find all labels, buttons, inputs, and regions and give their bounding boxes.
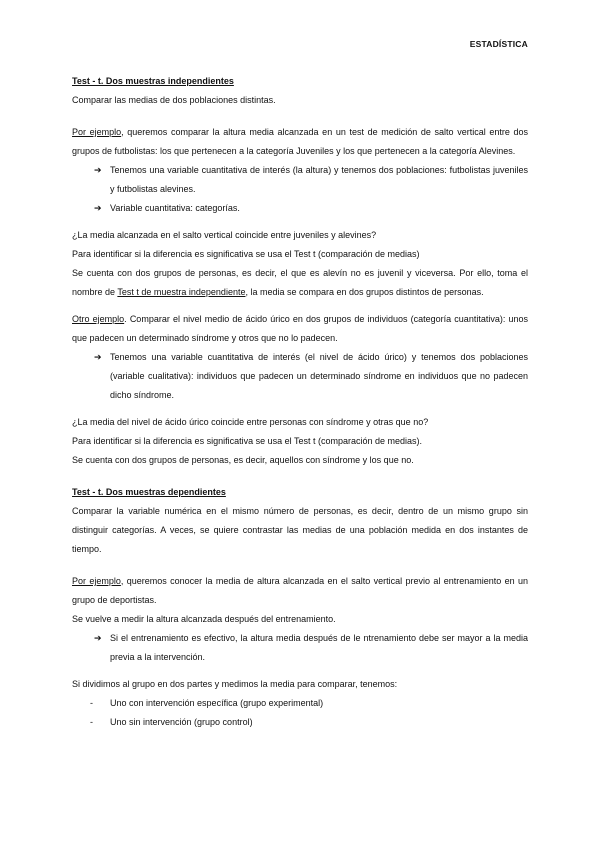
bullet-text: Tenemos una variable cuantitativa de interés (la altura) y tenemos dos poblaciones: futbolistas juveniles y futbolistas alevines. — [110, 165, 528, 194]
section-intro: Comparar la variable numérica en el mismo número de personas, es decir, dentro de un mismo grupo sin distinguir categorías. A veces, se quiere contrastar las medias de una población medida en dos instantes de tiempo. — [72, 506, 528, 554]
arrow-right-icon: ➔ — [94, 352, 102, 362]
explanation-paragraph — [72, 264, 528, 302]
explanation-text: Se cuenta con dos grupos de personas, es decir, aquellos con síndrome y los que no. — [72, 455, 414, 465]
dash-list-item — [72, 713, 528, 732]
bullet-text: Si el entrenamiento es efectivo, la altura media después de le ntrenamiento debe ser mayor a la media previa a la intervención. — [110, 633, 528, 662]
divide-text: Si dividimos al grupo en dos partes y medimos la media para comparar, tenemos: — [72, 679, 398, 689]
arrow-bullet — [72, 161, 528, 199]
explanation-post: , la media se compara en dos grupos distintos de personas. — [245, 287, 484, 297]
identify-text: Para identificar si la diferencia es significativa se usa el Test t (comparación de medias). — [72, 436, 422, 446]
example-paragraph — [72, 123, 528, 161]
identify-text: Para identificar si la diferencia es significativa se usa el Test t (comparación de medias) — [72, 249, 420, 259]
question-text: ¿La media alcanzada en el salto vertical coincide entre juveniles y alevines? — [72, 230, 377, 240]
example-paragraph — [72, 572, 528, 610]
dash-bullet-icon: - — [90, 717, 93, 727]
dash-list-item — [72, 694, 528, 713]
example-label: Por ejemplo — [72, 576, 121, 586]
other-example-paragraph — [72, 310, 528, 348]
bullet-text: Variable cuantitativa: categorías. — [110, 203, 240, 213]
example-text: , queremos conocer la media de altura alcanzada en el salto vertical previo al entrenamiento en un grupo de deportistas. — [72, 576, 528, 605]
arrow-bullet — [72, 629, 528, 667]
dash-item-text: Uno con intervención específica (grupo experimental) — [110, 698, 324, 708]
example-label: Por ejemplo — [72, 127, 122, 137]
explanation-pre: Se cuenta con dos grupos de personas, es decir, el que es alevín no es juvenil y viceversa. Por ello, toma el nombre de — [72, 268, 528, 297]
other-example-label: Otro ejemplo — [72, 314, 125, 324]
remeasure-text: Se vuelve a medir la altura alcanzada después del entrenamiento. — [72, 614, 336, 624]
test-name-underlined: Test t de muestra independiente — [117, 287, 246, 297]
arrow-bullet — [72, 199, 528, 218]
section-intro: Comparar las medias de dos poblaciones distintas. — [72, 95, 276, 105]
header-label: ESTADÍSTICA — [469, 39, 528, 49]
question-text: ¿La media del nivel de ácido úrico coincide entre personas con síndrome y otras que no? — [72, 417, 429, 427]
other-example-text: . Comparar el nivel medio de ácido úrico en dos grupos de individuos (categoría cuantitativa): unos que padecen un determinado síndrome y otros que no lo padecen. — [72, 314, 528, 343]
example-text: , queremos comparar la altura media alcanzada en un test de medición de salto vertical entre dos grupos de futbolistas: los que pertenecen a la categoría Juveniles y los que pertenecen a la categoría Alevines. — [72, 127, 528, 156]
dash-bullet-icon: - — [90, 698, 93, 708]
arrow-right-icon: ➔ — [94, 165, 102, 175]
section-title-dependent: Test - t. Dos muestras dependientes — [72, 487, 226, 497]
arrow-right-icon: ➔ — [94, 203, 102, 213]
bullet-text: Tenemos una variable cuantitativa de interés (el nivel de ácido úrico) y tenemos dos poblaciones (variable cualitativa): individuos que padecen un determinado síndrome en individuos que no padecen dicho síndrome. — [110, 352, 528, 400]
section-title-independent: Test - t. Dos muestras independientes — [72, 76, 234, 86]
document-content — [72, 72, 528, 732]
arrow-right-icon: ➔ — [94, 633, 102, 643]
dash-item-text: Uno sin intervención (grupo control) — [110, 717, 253, 727]
arrow-bullet — [72, 348, 528, 405]
